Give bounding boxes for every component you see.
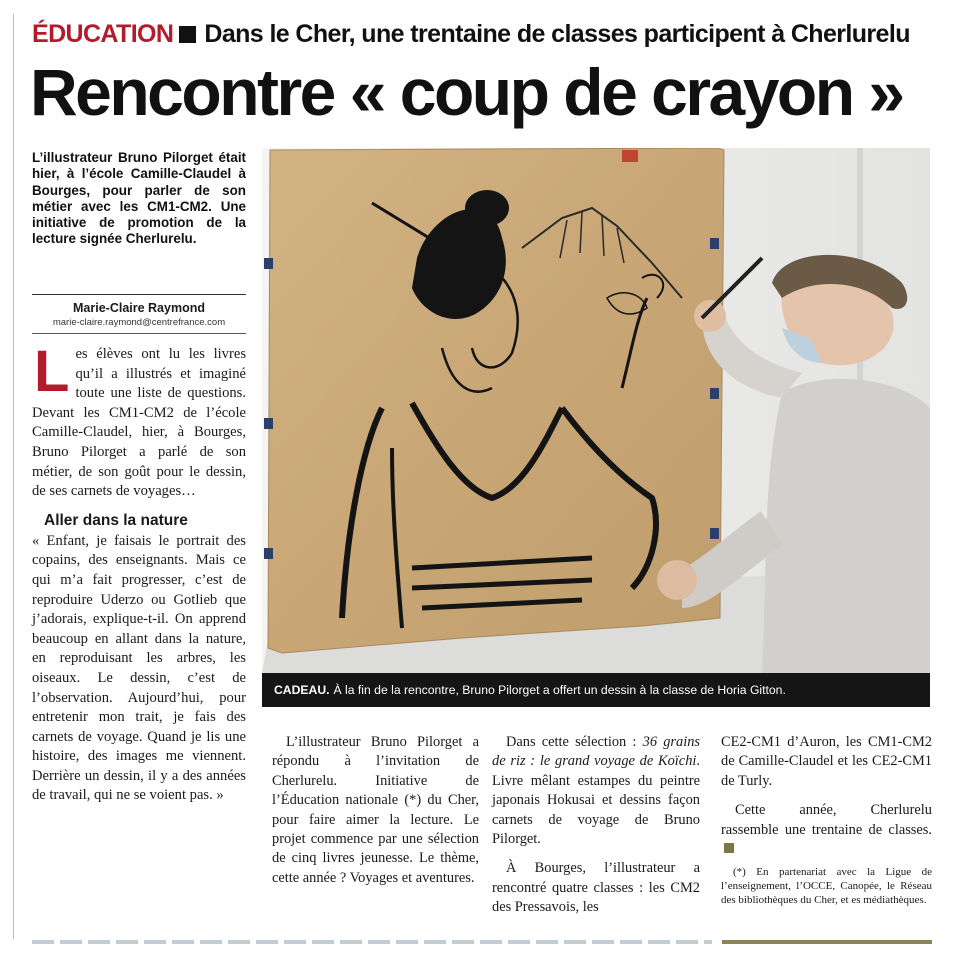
article-column-2 (272, 733, 479, 888)
paragraph-text: Cette année, Cherlurelu rassemble une trentaine de classes. (721, 802, 932, 838)
paragraph: « Enfant, je faisais le portrait des copains, des enseignants. Mais ce qui m’a fait progresser, c’est de reproduire Uderzo ou Gotlieb que j’adorais, explique-t-il. On apprend beaucoup en allant dans la nature, en reproduisant les arbres, les oiseaux. Le dessin, c’est de l’observation. Aujourd’hui, pour entretenir mon trait, je fais des carnets de voyage. Quand je lis une histoire, des images me viennent. Derrière un dessin, il y a des années de travail, qui ne se voient pas. » (32, 532, 246, 804)
article-column-4 (721, 733, 932, 907)
author-name: Marie-Claire Raymond (73, 301, 205, 315)
footnote: (*) En partenariat avec la Ligue de l’enseignement, l’OCCE, Canopée, le Réseau des bibliothèques du Cher, et es médiathèques. (721, 866, 932, 906)
caption-lead: CADEAU. (274, 683, 330, 697)
article-column-1 (32, 339, 246, 806)
drop-cap: L (34, 339, 70, 404)
photo-illustration (262, 148, 930, 673)
paragraph: L’illustrateur Bruno Pilorget a répondu à l’invitation de Cherlurelu. Initiative de l’Éducation nationale (*) du Cher, pour faire aimer la lecture. Le projet commence par une sélection de cinq livres jeunesse. Le thème, cette année ? Voyages et aventures. (272, 734, 479, 886)
paragraph: CE2-CM1 d’Auron, les CM1-CM2 de Camille-Claudel et les CE2-CM1 de Turly. (721, 734, 932, 789)
photo-caption (262, 673, 930, 707)
kicker-subtitle: Dans le Cher, une trentaine de classes participent à Cherlurelu (204, 20, 910, 48)
intertitle: Aller dans la nature (44, 511, 188, 529)
page-margin-rule (13, 14, 14, 939)
chapo: L’illustrateur Bruno Pilorget était hier, à l’école Camille-Claudel à Bourges, pour parler de son métier avec les CM1-CM2. Une initiative de promotion de la lecture signée Cherlurelu. (32, 150, 246, 247)
end-mark-icon (724, 843, 734, 853)
footer-dashed-rule (32, 940, 712, 944)
paragraph-text: . Livre mêlant estampes du peintre japonais Hokusai et dessins façon carnets de voyage de Bruno Pilorget. (492, 753, 700, 848)
article-column-3 (492, 733, 700, 918)
kicker-line (32, 18, 942, 50)
section-label: ÉDUCATION (32, 20, 174, 48)
article-photo (262, 148, 930, 673)
caption-text: À la fin de la rencontre, Bruno Pilorget a offert un dessin à la classe de Horia Gitton. (333, 683, 786, 697)
book-title: 36 grains de riz : le grand voyage de Koïchi (492, 734, 700, 770)
footer-bar (722, 940, 932, 944)
paragraph: À Bourges, l’illustrateur a rencontré quatre classes : les CM2 des Pressavois, les (492, 860, 700, 916)
black-square-icon (179, 26, 196, 43)
paragraph-text: es élèves ont lu les livres qu’il a illustrés et imaginé toute une liste de questions. Devant les CM1-CM2 de l’école Camille-Claudel, hier, à Bourges, Bruno Pilorget a parlé de son métier, de son goût pour le dessin, de ses carnets de voyages… (32, 346, 246, 500)
byline (32, 294, 246, 329)
headline: Rencontre « coup de crayon » (30, 55, 903, 129)
byline-divider (32, 333, 246, 334)
paragraph-text: Dans cette sélection : (506, 734, 643, 750)
paragraph (721, 801, 932, 859)
paragraph (32, 339, 246, 502)
paragraph (492, 733, 700, 849)
author-email: marie-claire.raymond@centrefrance.com (52, 317, 226, 328)
